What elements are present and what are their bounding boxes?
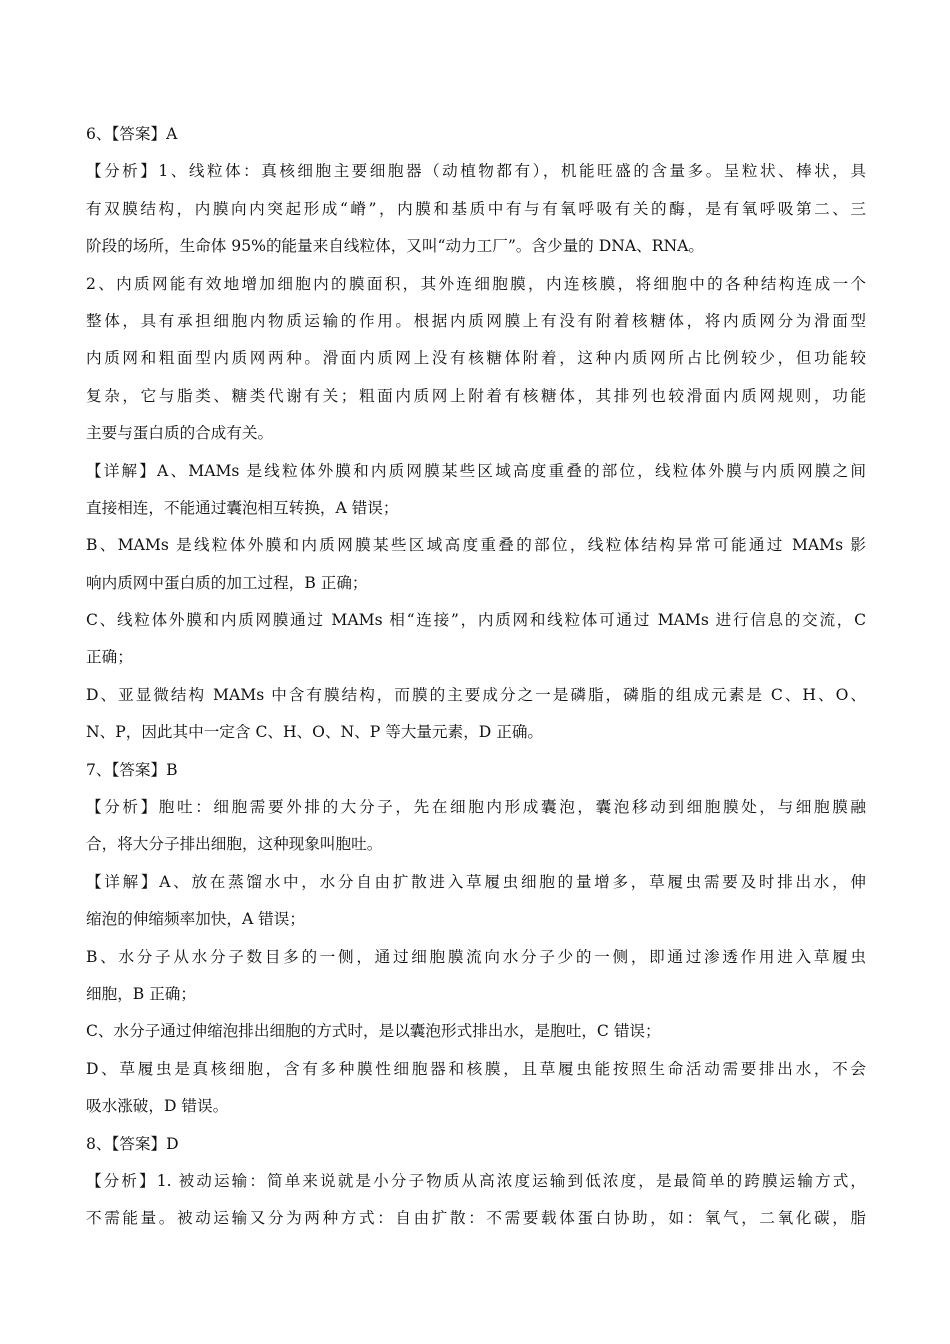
detail-line: B、水分子从水分子数目多的一侧，通过细胞膜流向水分子少的一侧，即通过渗透作用进入草履虫	[86, 947, 866, 966]
analysis-line: 【分析】1、线粒体：真核细胞主要细胞器（动植物都有），机能旺盛的含量多。呈粒状、棒状，具	[86, 162, 866, 181]
detail-line: 直接相连，不能通过囊泡相互转换，A 错误；	[86, 498, 399, 517]
analysis-line: 【分析】胞吐：细胞需要外排的大分子，先在细胞内形成囊泡，囊泡移动到细胞膜处，与细胞膜融	[86, 798, 866, 817]
analysis-line: 不需能量。被动运输又分为两种方式：自由扩散：不需要载体蛋白协助，如：氧气，二氧化碳，脂	[86, 1209, 866, 1228]
detail-line: 缩泡的伸缩频率加快，A 错误；	[86, 910, 305, 929]
detail-line: D、亚显微结构 MAMs 中含有膜结构，而膜的主要成分之一是磷脂，磷脂的组成元素是 C、H、O、	[86, 685, 866, 704]
detail-line: 响内质网中蛋白质的加工过程，B 正确；	[86, 573, 368, 592]
detail-line: C、水分子通过伸缩泡排出细胞的方式时，是以囊泡形式排出水，是胞吐，C 错误；	[86, 1022, 661, 1041]
analysis-line: 主要与蛋白质的合成有关。	[86, 424, 274, 443]
detail-line: 【详解】A、MAMs 是线粒体外膜和内质网膜某些区域高度重叠的部位，线粒体外膜与内质网膜之间	[86, 461, 866, 480]
answer-analysis-text	[86, 116, 866, 1238]
analysis-line: 【分析】1. 被动运输：简单来说就是小分子物质从高浓度运输到低浓度，是最简单的跨膜运输方式，	[86, 1171, 866, 1190]
analysis-line: 复杂，它与脂类、糖类代谢有关；粗面内质网上附着有核糖体，其排列也较滑面内质网规则，功能	[86, 386, 866, 405]
detail-line: D、草履虫是真核细胞，含有多种膜性细胞器和核膜，且草履虫能按照生命活动需要排出水，不会	[86, 1059, 866, 1078]
detail-line: C、线粒体外膜和内质网膜通过 MAMs 相“连接”，内质网和线粒体可通过 MAMs 进行信息的交流，C	[86, 611, 866, 630]
analysis-line: 整体，具有承担细胞内物质运输的作用。根据内质网膜上有没有附着核糖体，将内质网分为滑面型	[86, 311, 866, 330]
analysis-line: 内质网和粗面型内质网两种。滑面内质网上没有核糖体附着，这种内质网所占比例较少，但功能较	[86, 349, 866, 368]
analysis-line: 合，将大分子排出细胞，这种现象叫胞吐。	[86, 835, 383, 854]
analysis-line: 2、内质网能有效地增加细胞内的膜面积，其外连细胞膜，内连核膜，将细胞中的各种结构连成一个	[86, 274, 866, 293]
detail-line: 吸水涨破，D 错误。	[86, 1097, 229, 1116]
detail-line: N、P，因此其中一定含 C、H、O、N、P 等大量元素，D 正确。	[86, 723, 544, 742]
answer-heading-6: 6、【答案】A	[86, 125, 178, 143]
answer-heading-8: 8、【答案】D	[86, 1134, 179, 1153]
detail-line: 细胞，B 正确；	[86, 984, 196, 1003]
detail-line: 【详解】A、放在蒸馏水中，水分自由扩散进入草履虫细胞的量增多，草履虫需要及时排出水，伸	[86, 872, 866, 891]
analysis-line: 阶段的场所，生命体 95%的能量来自线粒体，又叫“动力工厂”。含少量的 DNA、RNA。	[86, 237, 704, 256]
analysis-line: 有双膜结构，内膜向内突起形成“嵴”，内膜和基质中有与有氧呼吸有关的酶，是有氧呼吸第二、三	[86, 199, 866, 218]
detail-line: 正确；	[86, 648, 133, 667]
detail-line: B、MAMs 是线粒体外膜和内质网膜某些区域高度重叠的部位，线粒体结构异常可能通过 MAMs 影	[86, 536, 866, 555]
answer-heading-7: 7、【答案】B	[86, 760, 178, 779]
